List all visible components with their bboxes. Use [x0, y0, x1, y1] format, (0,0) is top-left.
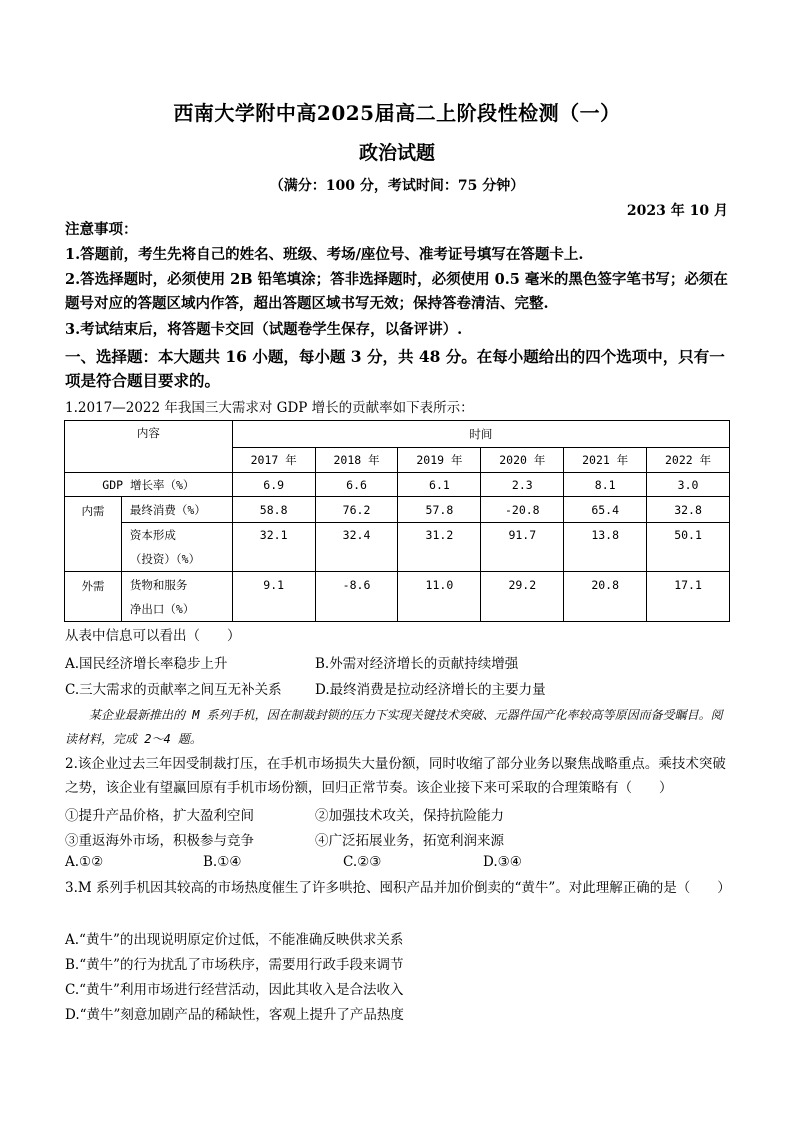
q3-option-b: B.“黄牛”的行为扰乱了市场秩序，需要用行政手段来调节	[65, 957, 404, 973]
capital-label-line2: （投资）（%）	[129, 552, 201, 566]
q2-option-a: A.①②	[65, 854, 104, 870]
year-cell: 2020 年	[481, 448, 564, 473]
year-cell: 2017 年	[232, 448, 315, 473]
net-export-cell: -8.6	[315, 572, 398, 622]
q2-option-d: D.③④	[483, 854, 522, 870]
consumption-cell: 58.8	[232, 497, 315, 523]
q2-option-c: C.②③	[343, 854, 382, 870]
year-cell: 2021 年	[564, 448, 647, 473]
q3-option-a: A.“黄牛”的出现说明原定价过低，不能准确反映供求关系	[65, 932, 404, 948]
q3-stem: 3.M 系列手机因其较高的市场热度催生了许多哄抢、囤积产品并加价倒卖的“黄牛”。对此理解正确的是（ ）	[65, 880, 731, 896]
q1-option-b: B.外需对经济增长的贡献持续增强	[315, 656, 519, 672]
exam-date: 2023 年 10 月	[626, 203, 728, 219]
capital-cell: 31.2	[398, 523, 481, 572]
reading-material: 某企业最新推出的 M 系列手机，因在制裁封锁的压力下实现关键技术突破、元器件国产化率较高等原因而备受瞩目。阅读材料，完成 2～4 题。	[65, 708, 723, 746]
gdp-cell: 6.9	[232, 473, 315, 497]
q3-option-d: D.“黄牛”刻意加剧产品的稀缺性，客观上提升了产品热度	[65, 1007, 404, 1023]
gdp-contribution-table	[64, 420, 730, 622]
domestic-label: 内需	[65, 497, 122, 572]
gdp-label: GDP 增长率（%）	[65, 473, 233, 497]
gdp-cell: 2.3	[481, 473, 564, 497]
net-export-cell: 9.1	[232, 572, 315, 622]
q2-statement-1: ①提升产品价格，扩大盈利空间	[65, 808, 254, 824]
year-cell: 2022 年	[647, 448, 730, 473]
capital-cell: 91.7	[481, 523, 564, 572]
exam-title: 西南大学附中高2025届高二上阶段性检测（一）	[173, 101, 621, 125]
header-content: 内容	[65, 421, 233, 473]
year-cell: 2018 年	[315, 448, 398, 473]
q2-statement-4: ④广泛拓展业务，拓宽利润来源	[315, 833, 504, 849]
net-export-cell: 17.1	[647, 572, 730, 622]
capital-cell: 50.1	[647, 523, 730, 572]
capital-label-line1: 资本形成	[129, 528, 176, 542]
q2-option-b: B.①④	[203, 854, 242, 870]
gdp-cell: 3.0	[647, 473, 730, 497]
q1-option-c: C.三大需求的贡献率之间互无补关系	[65, 682, 282, 698]
capital-cell: 32.4	[315, 523, 398, 572]
external-label: 外需	[65, 572, 122, 622]
consumption-cell: 32.8	[647, 497, 730, 523]
consumption-cell: -20.8	[481, 497, 564, 523]
q1-question: 从表中信息可以看出（ ）	[65, 628, 241, 644]
q2-stem: 2.该企业过去三年因受制裁打压，在手机市场损失大量份额，同时收缩了部分业务以聚焦战略重点。乘技术突破之势，该企业有望赢回原有手机市场份额，回归正常节奏。该企业接下来可采取的合理策略有（ ）	[65, 756, 726, 796]
net-export-cell: 11.0	[398, 572, 481, 622]
q2-statement-2: ②加强技术攻关，保持抗险能力	[315, 808, 504, 824]
notice-item-2: 2.答选择题时，必须使用 2B 铅笔填涂；答非选择题时，必须使用 0.5 毫米的黑色签字笔书写；必须在题号对应的答题区域内作答，超出答题区域书写无效；保持答卷清洁、完整.	[65, 271, 728, 312]
header-time: 时间	[232, 421, 729, 448]
gdp-cell: 8.1	[564, 473, 647, 497]
exam-subject: 政治试题	[358, 142, 435, 164]
final-consumption-label: 最终消费（%）	[121, 497, 232, 523]
notice-item-1: 1.答题前，考生先将自己的姓名、班级、考场/座位号、准考证号填写在答题卡上.	[65, 246, 584, 263]
exam-info: （满分：100 分，考试时间：75 分钟）	[269, 178, 525, 194]
notice-item-3: 3.考试结束后，将答题卡交回（试题卷学生保存，以备评讲）.	[65, 321, 463, 338]
gdp-cell: 6.1	[398, 473, 481, 497]
capital-cell: 13.8	[564, 523, 647, 572]
net-export-cell: 20.8	[564, 572, 647, 622]
net-export-label-line2: 净出口（%）	[129, 601, 195, 616]
capital-label	[121, 523, 232, 572]
q1-option-a: A.国民经济增长率稳步上升	[65, 656, 228, 672]
consumption-cell: 57.8	[398, 497, 481, 523]
q1-option-d: D.最终消费是拉动经济增长的主要力量	[315, 682, 546, 698]
notice-heading: 注意事项：	[65, 221, 138, 238]
capital-cell: 32.1	[232, 523, 315, 572]
year-cell: 2019 年	[398, 448, 481, 473]
net-export-label	[121, 572, 232, 622]
q3-option-c: C.“黄牛”利用市场进行经营活动，因此其收入是合法收入	[65, 982, 404, 998]
consumption-cell: 76.2	[315, 497, 398, 523]
q2-statement-3: ③重返海外市场，积极参与竞争	[65, 833, 254, 849]
section-heading: 一、选择题：本大题共 16 小题，每小题 3 分，共 48 分。在每小题给出的四个选项中，只有一项是符合题目要求的。	[65, 347, 725, 390]
q1-stem: 1.2017—2022 年我国三大需求对 GDP 增长的贡献率如下表所示：	[65, 400, 474, 416]
net-export-cell: 29.2	[481, 572, 564, 622]
consumption-cell: 65.4	[564, 497, 647, 523]
gdp-cell: 6.6	[315, 473, 398, 497]
net-export-label-line1: 货物和服务	[129, 577, 188, 592]
